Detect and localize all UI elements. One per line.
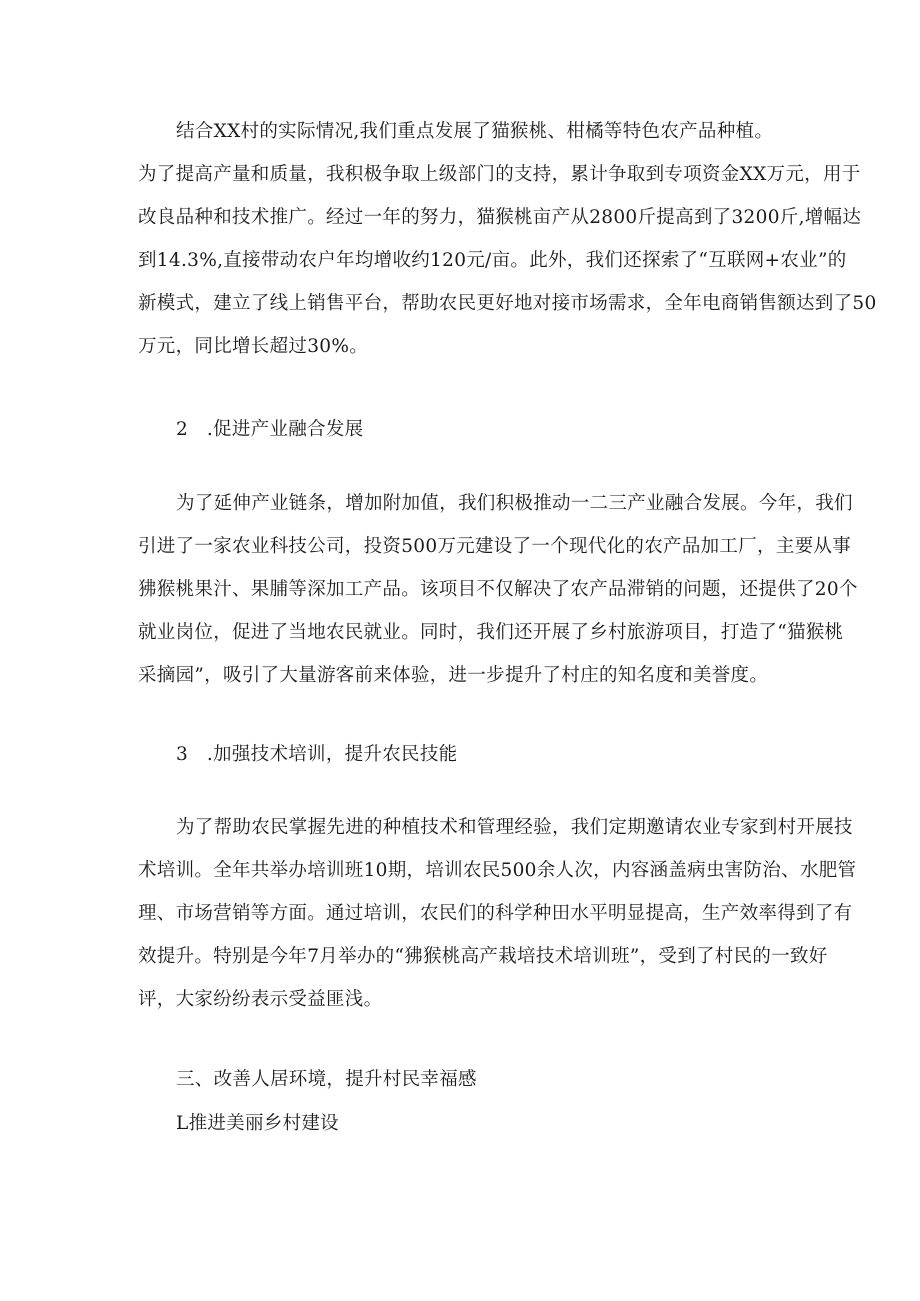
heading-technical-training: 3 .加强技术培训，提升农民技能 bbox=[176, 744, 458, 765]
paragraph-line: 为了提高产量和质量，我积极争取上级部门的支持，累计争取到专项资金XX万元，用于 bbox=[138, 164, 861, 185]
paragraph-line: 为了帮助农民掌握先进的种植技术和管理经验，我们定期邀请农业专家到村开展技 bbox=[176, 817, 853, 838]
paragraph-line: 结合XX村的实际情况,我们重点发展了猫猴桃、柑橘等特色农产品种植。 bbox=[176, 121, 774, 142]
paragraph-kiwi-planting bbox=[138, 110, 877, 368]
paragraph-line: 为了延伸产业链条，增加附加值，我们积极推动一二三产业融合发展。今年，我们 bbox=[176, 493, 853, 514]
paragraph-line: 改良品种和技术推广。经过一年的努力，猫猴桃亩产从2800斤提高到了3200斤,增幅达 bbox=[138, 207, 862, 228]
subheading-beautiful-village: L推进美丽乡村建设 bbox=[176, 1113, 339, 1134]
paragraph-line: 术培训。全年共举办培训班10期，培训农民500余人次，内容涵盖病虫害防治、水肥管 bbox=[138, 860, 857, 881]
paragraph-line: 就业岗位，促进了当地农民就业。同时，我们还开展了乡村旅游项目，打造了“猫猴桃 bbox=[138, 622, 844, 643]
paragraph-line: 引进了一家农业科技公司，投资500万元建设了一个现代化的农产品加工厂，主要从事 bbox=[138, 536, 852, 557]
paragraph-line: 理、市场营销等方面。通过培训，农民们的科学种田水平明显提高，生产效率得到了有 bbox=[138, 903, 853, 924]
paragraph-line: 新模式，建立了线上销售平台，帮助农民更好地对接市场需求，全年电商销售额达到了50 bbox=[138, 293, 877, 314]
heading-industry-integration: 2 .促进产业融合发展 bbox=[176, 419, 364, 440]
paragraph-industry-integration bbox=[138, 482, 858, 697]
paragraph-line: 评，大家纷纷表示受益匪浅。 bbox=[138, 989, 383, 1010]
paragraph-line: 到14.3%,直接带动农户年均增收约120元/亩。此外，我们还探索了“互联网+农业”的 bbox=[138, 250, 847, 271]
section-heading-living-environment: 三、改善人居环境，提升村民幸福感 bbox=[176, 1069, 477, 1090]
paragraph-line: 效提升。特别是今年7月举办的“狒猴桃高产栽培技术培训班”，受到了村民的一致好 bbox=[138, 946, 828, 967]
paragraph-technical-training bbox=[138, 806, 857, 1021]
paragraph-line: 万元，同比增长超过30%。 bbox=[138, 336, 369, 357]
paragraph-line: 采摘园”，吸引了大量游客前来体验，进一步提升了村庄的知名度和美誉度。 bbox=[138, 665, 769, 686]
paragraph-line: 狒猴桃果汁、果脯等深加工产品。该项目不仅解决了农产品滞销的问题，还提供了20个 bbox=[138, 579, 858, 600]
